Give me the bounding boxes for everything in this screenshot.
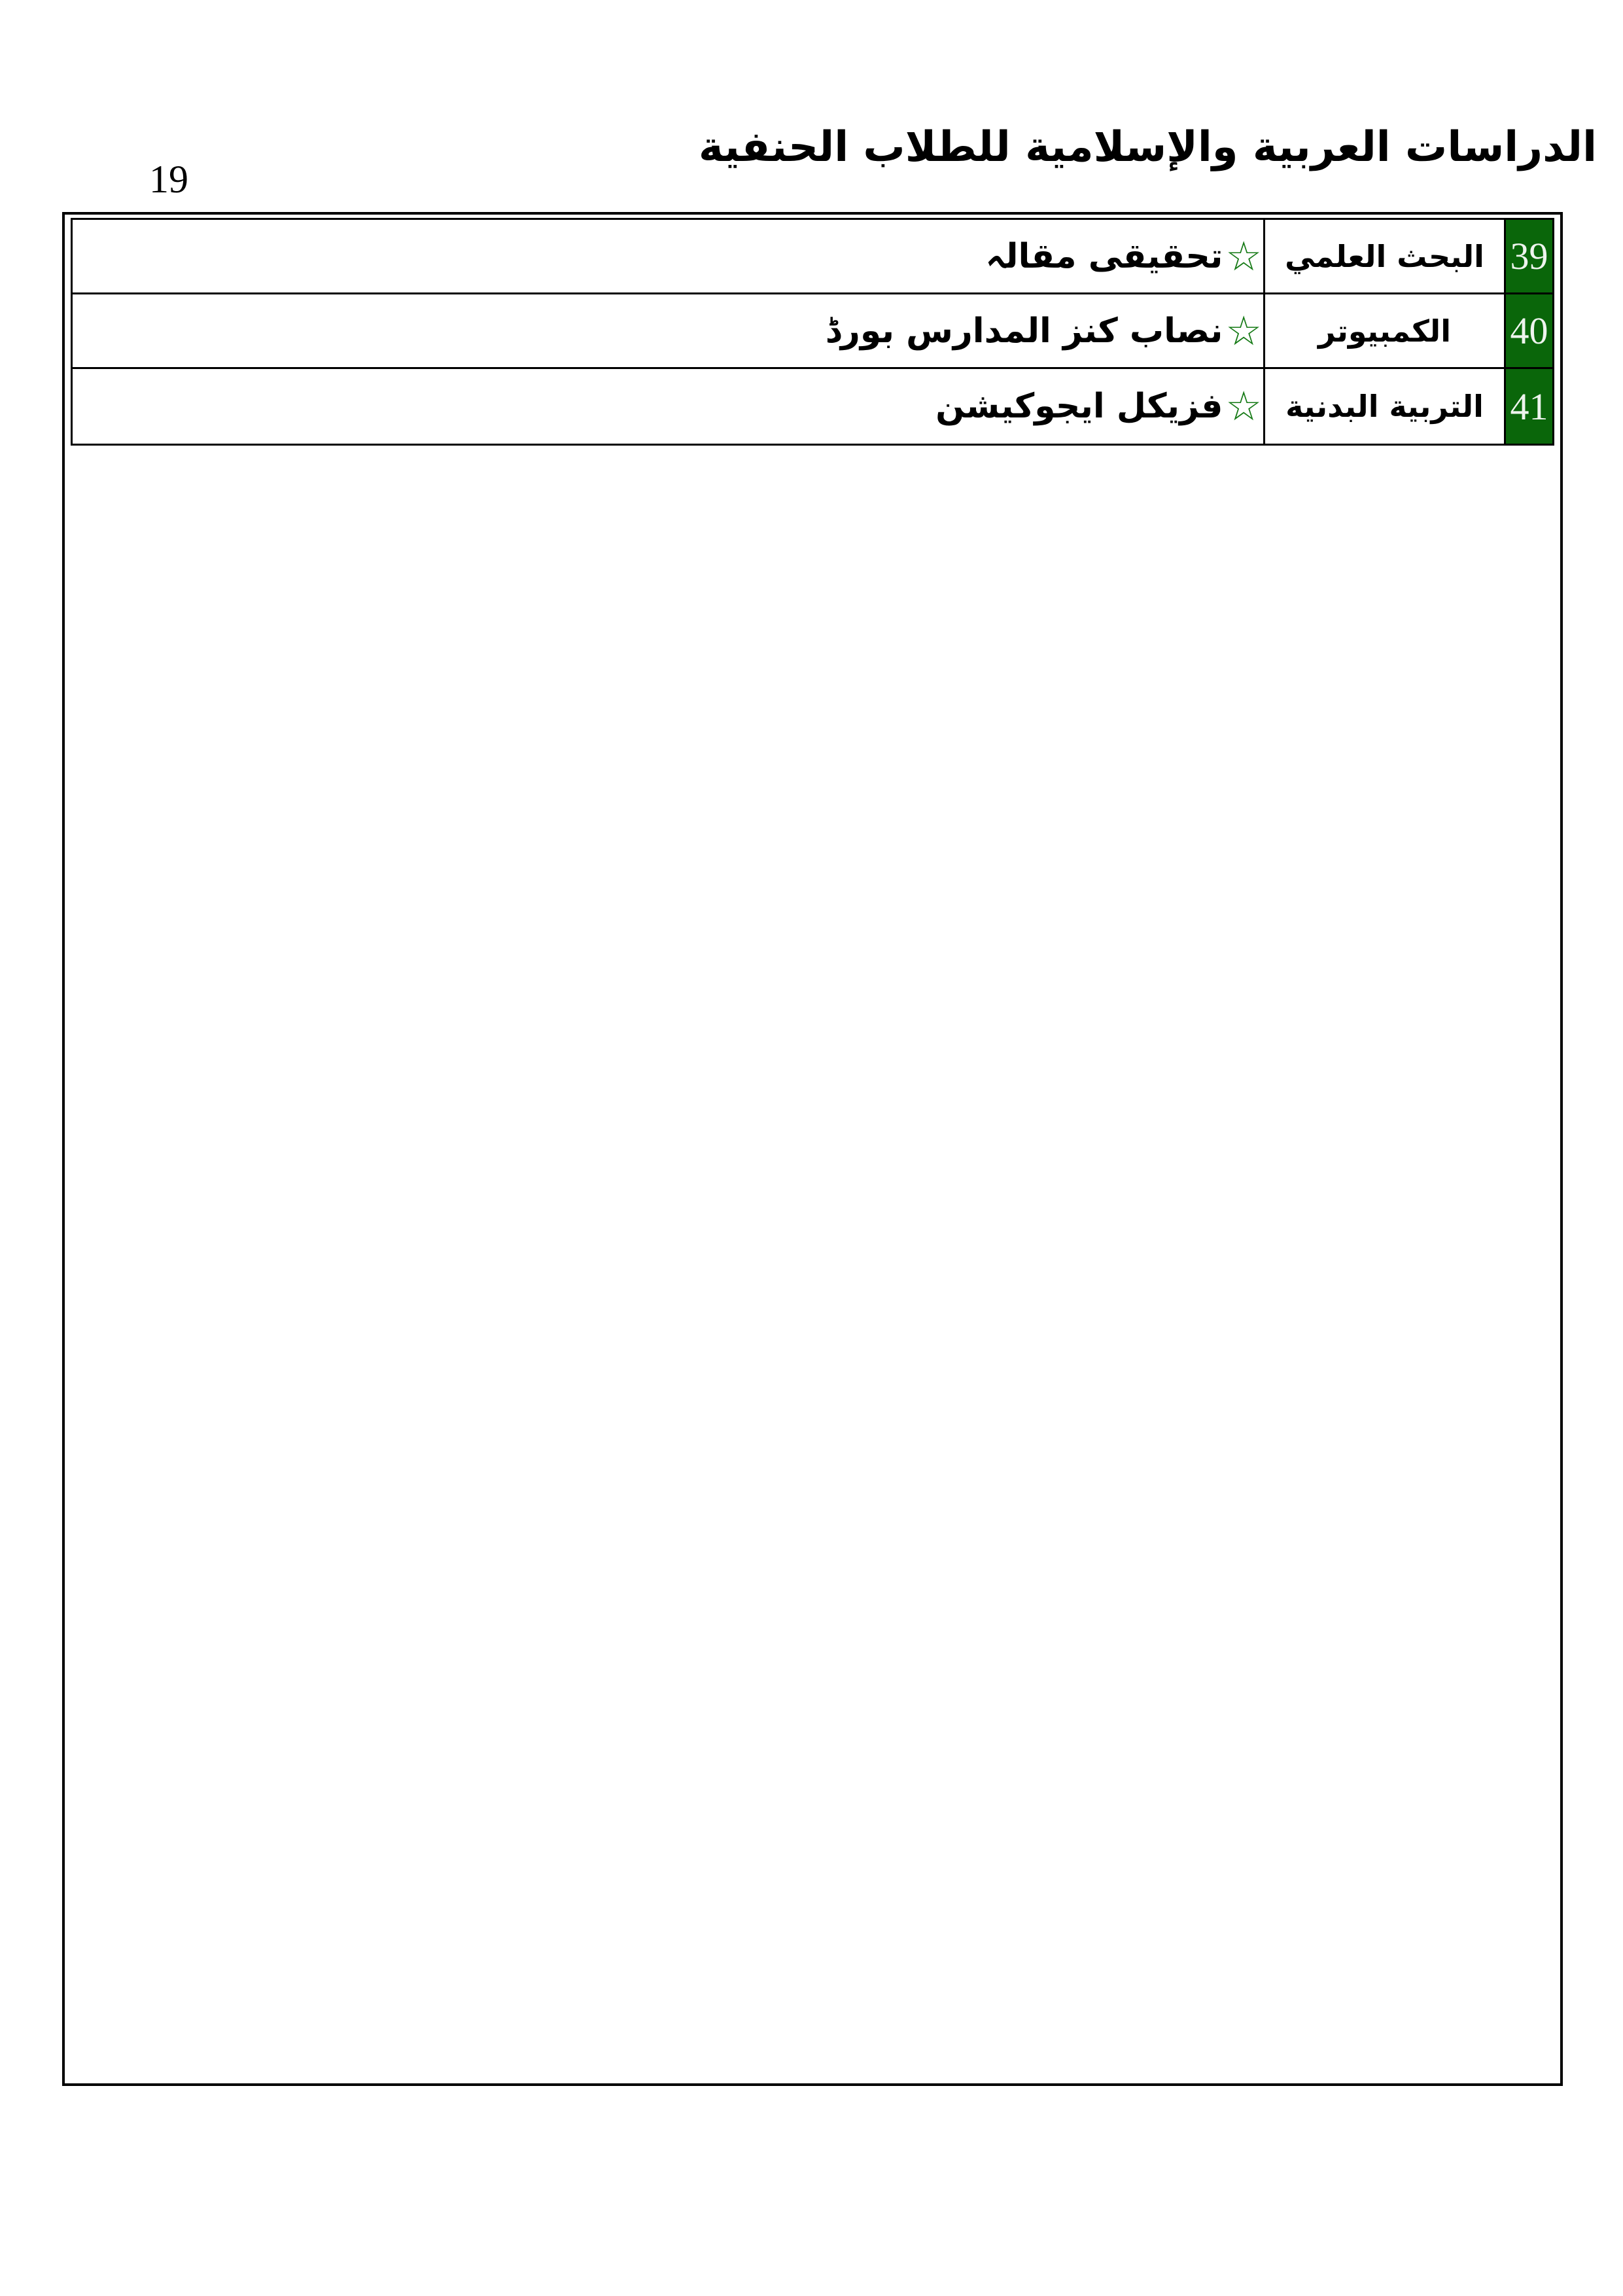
subject-cell: الكمبيوتر xyxy=(1263,294,1504,367)
entry-text: تحقیقی مقالہ xyxy=(985,236,1223,276)
entry-text: نصاب کنز المدارس بورڈ xyxy=(825,311,1223,351)
page-number: 19 xyxy=(149,158,188,201)
star-icon: ☆ xyxy=(1225,306,1262,355)
subject-cell: التربية البدنية xyxy=(1263,369,1504,444)
page-title: الدراسات العربية والإسلامية للطلاب الحنفية xyxy=(698,123,1597,171)
page-frame xyxy=(62,212,1563,2086)
table-row xyxy=(73,369,1552,444)
entry-cell xyxy=(73,369,1263,444)
star-icon: ☆ xyxy=(1225,382,1262,430)
entry-cell xyxy=(73,294,1263,367)
curriculum-table xyxy=(71,218,1554,446)
row-number-cell: 41 xyxy=(1504,369,1552,444)
table-row xyxy=(73,220,1552,294)
entry-text: فزیکل ایجوکیشن xyxy=(935,387,1223,426)
star-icon: ☆ xyxy=(1225,232,1262,280)
row-number-cell: 40 xyxy=(1504,294,1552,367)
row-number-cell: 39 xyxy=(1504,220,1552,292)
subject-cell: البحث العلمي xyxy=(1263,220,1504,292)
entry-cell xyxy=(73,220,1263,292)
table-row xyxy=(73,294,1552,369)
